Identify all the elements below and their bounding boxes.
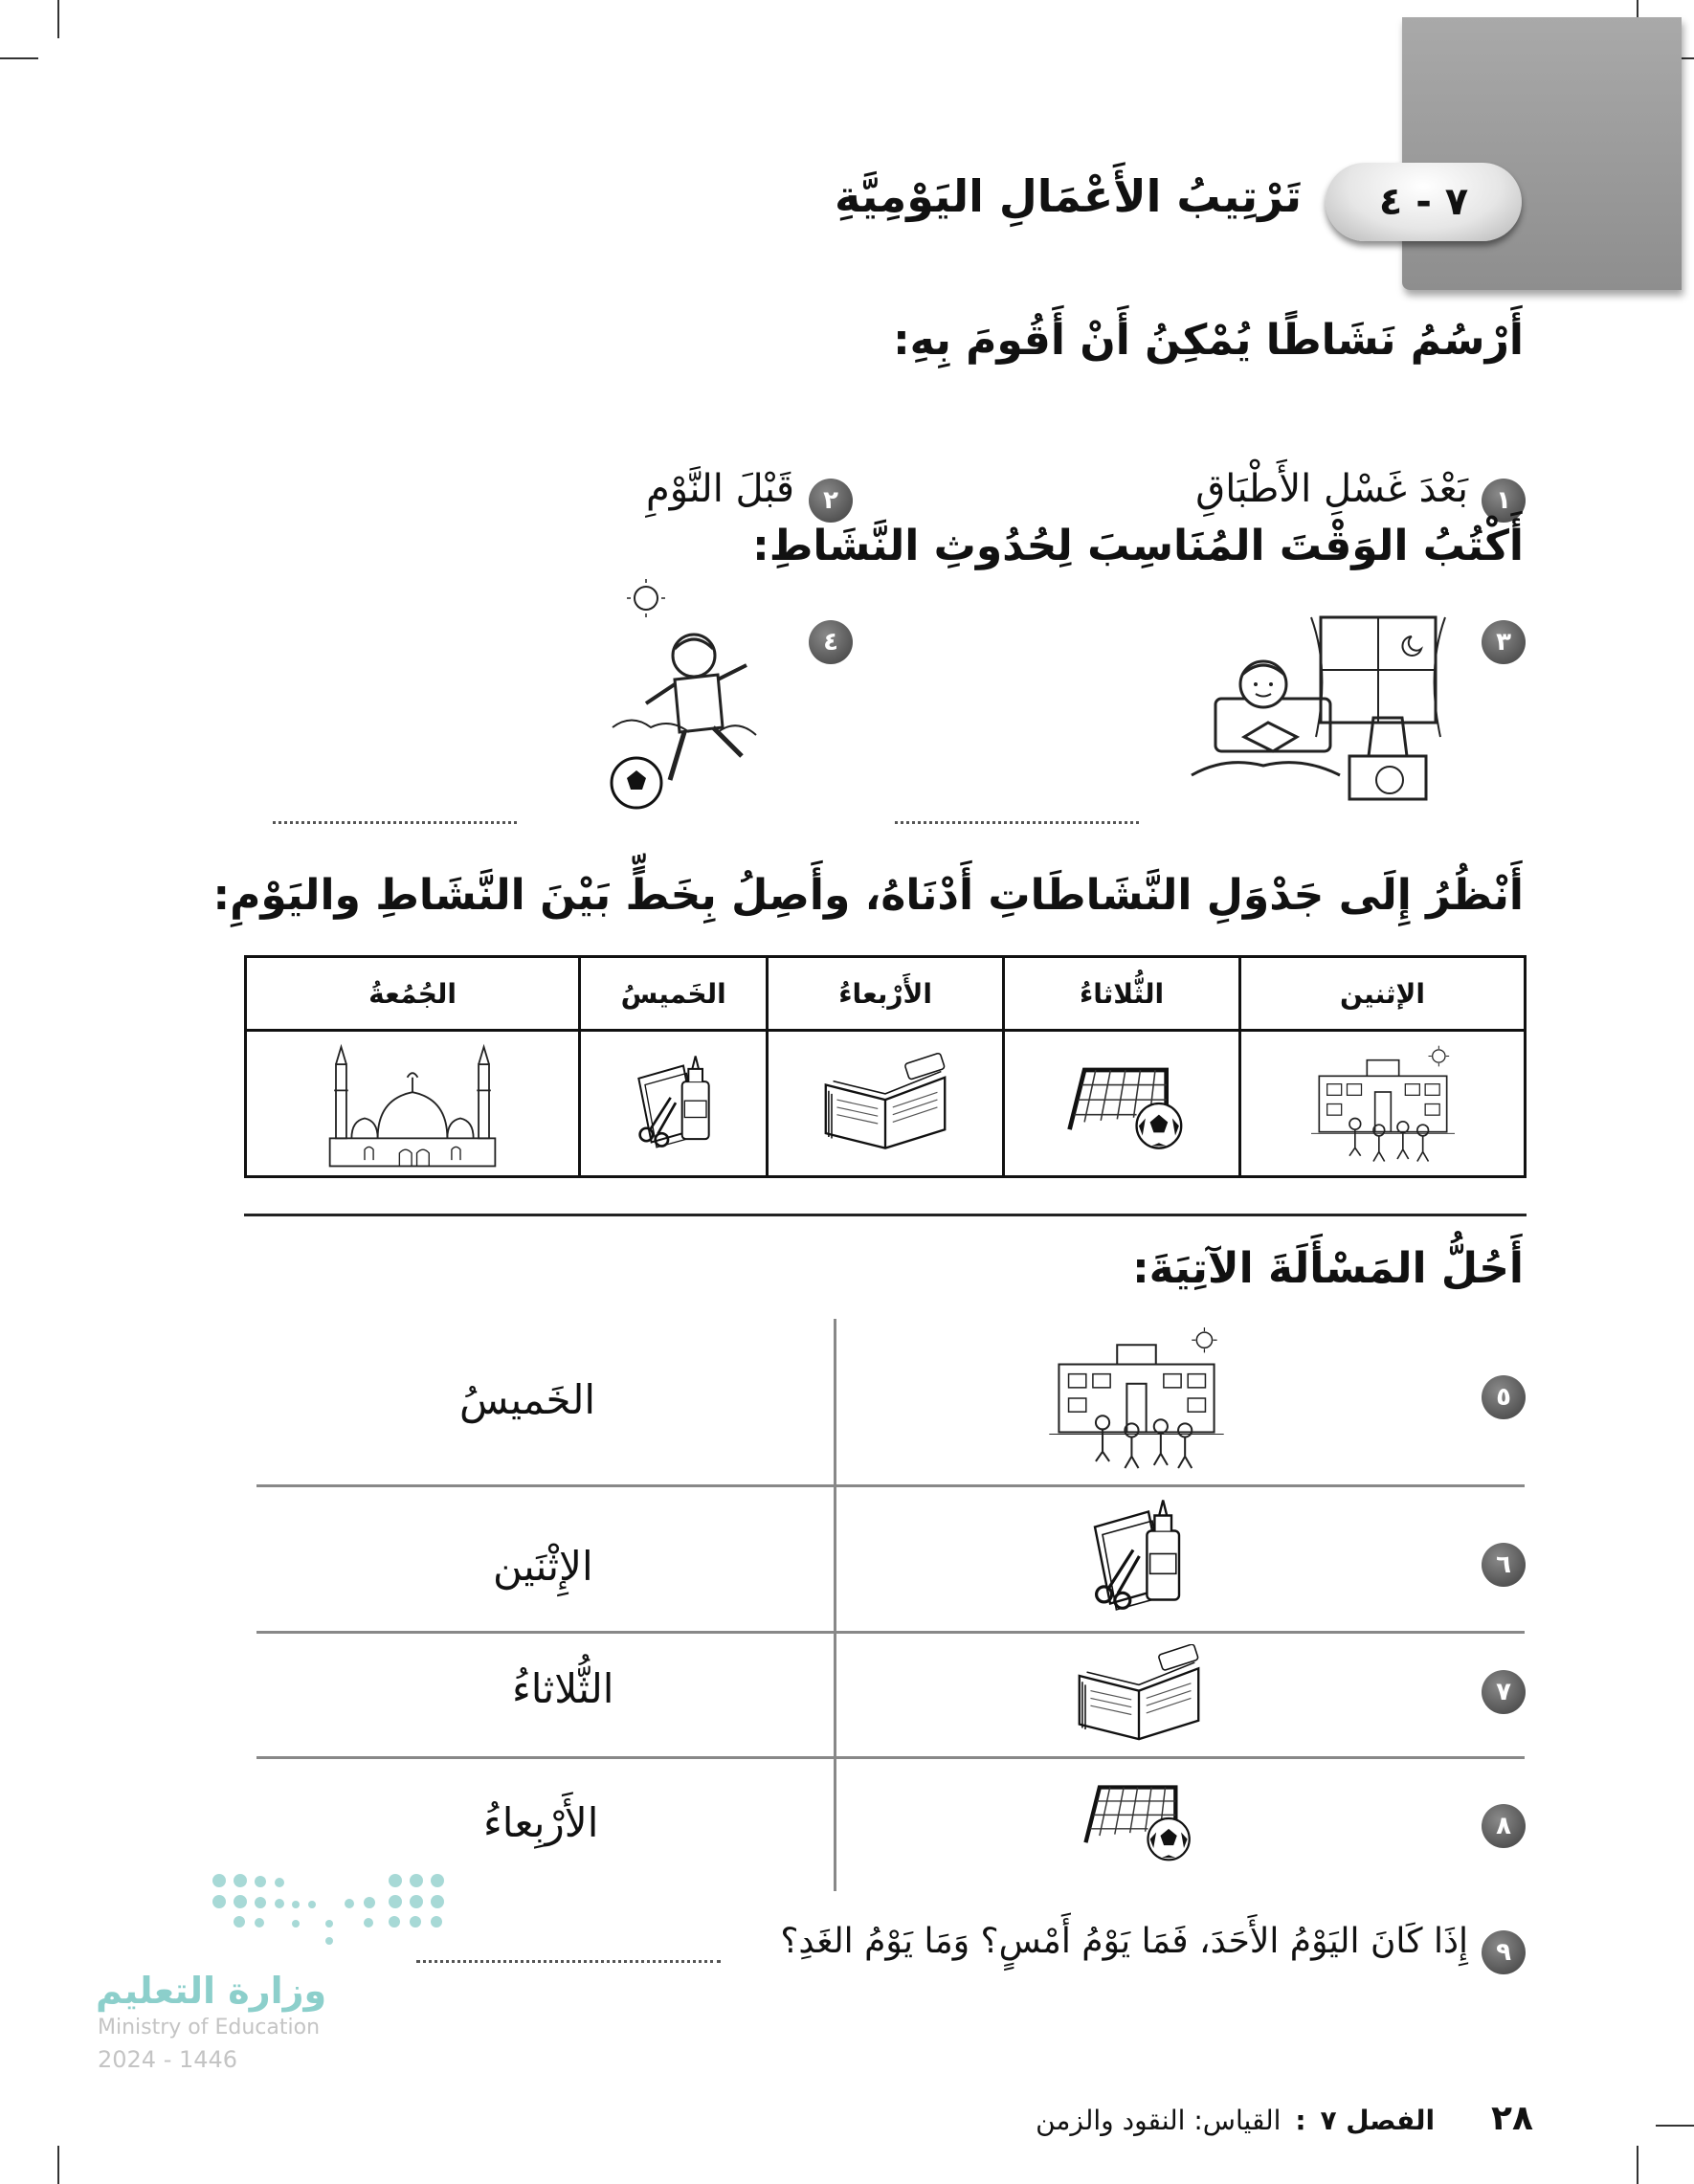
item-number-badge: ٥ [1482, 1375, 1526, 1419]
page-footer [1036, 2099, 1533, 2138]
item-number-badge: ٨ [1482, 1804, 1526, 1848]
row-divider [256, 1631, 1525, 1634]
item-number-badge: ٩ [1482, 1930, 1526, 1974]
ministry-name-en: Ministry of Education [98, 2016, 321, 2039]
answer-line[interactable] [273, 821, 517, 824]
football-goal-icon[interactable] [1072, 1771, 1196, 1866]
table-cell [1004, 1031, 1240, 1177]
school-icon [1302, 1044, 1464, 1164]
table-header-cell: الأَرْبعاءُ [768, 957, 1004, 1031]
answer-line[interactable] [416, 1960, 721, 1963]
page-number: ٢٨ [1491, 2099, 1533, 2138]
table-cell [580, 1031, 768, 1177]
lesson-title: تَرْتِيبُ الأَعْمَالِ اليَوْمِيَّةِ [835, 170, 1302, 222]
item-number-badge: ٦ [1482, 1543, 1526, 1587]
lesson-number-badge [1326, 163, 1522, 241]
football-goal-icon [1055, 1051, 1189, 1156]
section3-heading: أَنْظُرُ إِلَى جَدْوَلِ النَّشَاطَاتِ أَدْنَاهُ، وأَصِلُ بِخَطٍّ بَيْنَ النَّشَاطِ واليَوْمِ: [212, 871, 1524, 920]
chapter-tab [1402, 17, 1682, 290]
item-number-badge: ٢ [809, 479, 853, 523]
mosque-icon [317, 1036, 508, 1170]
table-header-cell: الثُّلاثاءُ [1004, 957, 1240, 1031]
crop-mark [1637, 2146, 1638, 2184]
glue-scissors-icon[interactable] [1080, 1493, 1194, 1622]
section4-heading: أَحُلُّ المَسْأَلَةَ الآتِيَةَ: [1132, 1244, 1524, 1293]
matching-divider [834, 1319, 836, 1891]
day-option[interactable]: الخَميسُ [459, 1376, 596, 1423]
answer-line[interactable] [895, 821, 1139, 824]
day-option[interactable]: الأَرْبِعاءُ [483, 1799, 599, 1846]
table-cell [768, 1031, 1004, 1177]
activities-table [244, 955, 1527, 1178]
crop-mark [57, 2146, 59, 2184]
item-number-badge: ٧ [1482, 1670, 1526, 1714]
table-header-cell: الإثنين [1239, 957, 1525, 1031]
question-9-text: إِذَا كَانَ اليَوْمُ الأَحَدَ، فَمَا يَوْمُ أَمْسٍ؟ وَمَا يَوْمُ الغَدِ؟ [780, 1922, 1468, 1961]
school-icon[interactable] [1048, 1326, 1225, 1471]
section-divider [244, 1214, 1527, 1216]
item-2-text: قَبْلَ النَّوْمِ [646, 467, 794, 511]
row-divider [256, 1756, 1525, 1759]
ministry-year: 2024 - 1446 [98, 2046, 238, 2073]
chapter-title: القياس: النقود والزمن [1036, 2105, 1282, 2136]
lesson-number: ٧ - ٤ [1378, 180, 1469, 224]
table-header-cell: الخَميسُ [580, 957, 768, 1031]
crop-mark [57, 0, 59, 38]
chapter-label: الفصل ٧ [1320, 2105, 1436, 2136]
day-option[interactable]: الثُّلاثاءُ [512, 1665, 614, 1712]
storybook-icon[interactable] [1072, 1644, 1206, 1745]
day-option[interactable]: الإِثْنَين [493, 1543, 593, 1590]
crop-mark [0, 57, 38, 59]
item-number-badge: ٤ [809, 620, 853, 664]
ministry-name-ar: وزارة التعليم [96, 1970, 327, 2012]
item-1-text: بَعْدَ غَسْلِ الأَطْبَاقِ [1195, 467, 1468, 511]
section2-heading: أَكْتُبُ الوَقْتَ المُنَاسِبَ لِحُدُوثِ النَّشَاطِ: [752, 522, 1524, 570]
item-number-badge: ٣ [1482, 620, 1526, 664]
row-divider [256, 1484, 1525, 1487]
item-number-badge: ١ [1482, 479, 1526, 523]
storybook-icon [818, 1051, 952, 1156]
crop-mark [1656, 2125, 1694, 2127]
glue-scissors-icon [626, 1049, 722, 1159]
boy-reading-in-bed-icon [1187, 613, 1455, 813]
section1-heading: أَرْسُمُ نَشَاطًا يُمْكِنُ أَنْ أَقُومَ بِهِ: [893, 316, 1524, 365]
table-cell [246, 1031, 580, 1177]
table-cell [1239, 1031, 1525, 1177]
table-header-cell: الجُمُعةُ [246, 957, 580, 1031]
boy-playing-football-icon [603, 574, 775, 813]
footer-separator: : [1295, 2105, 1306, 2136]
